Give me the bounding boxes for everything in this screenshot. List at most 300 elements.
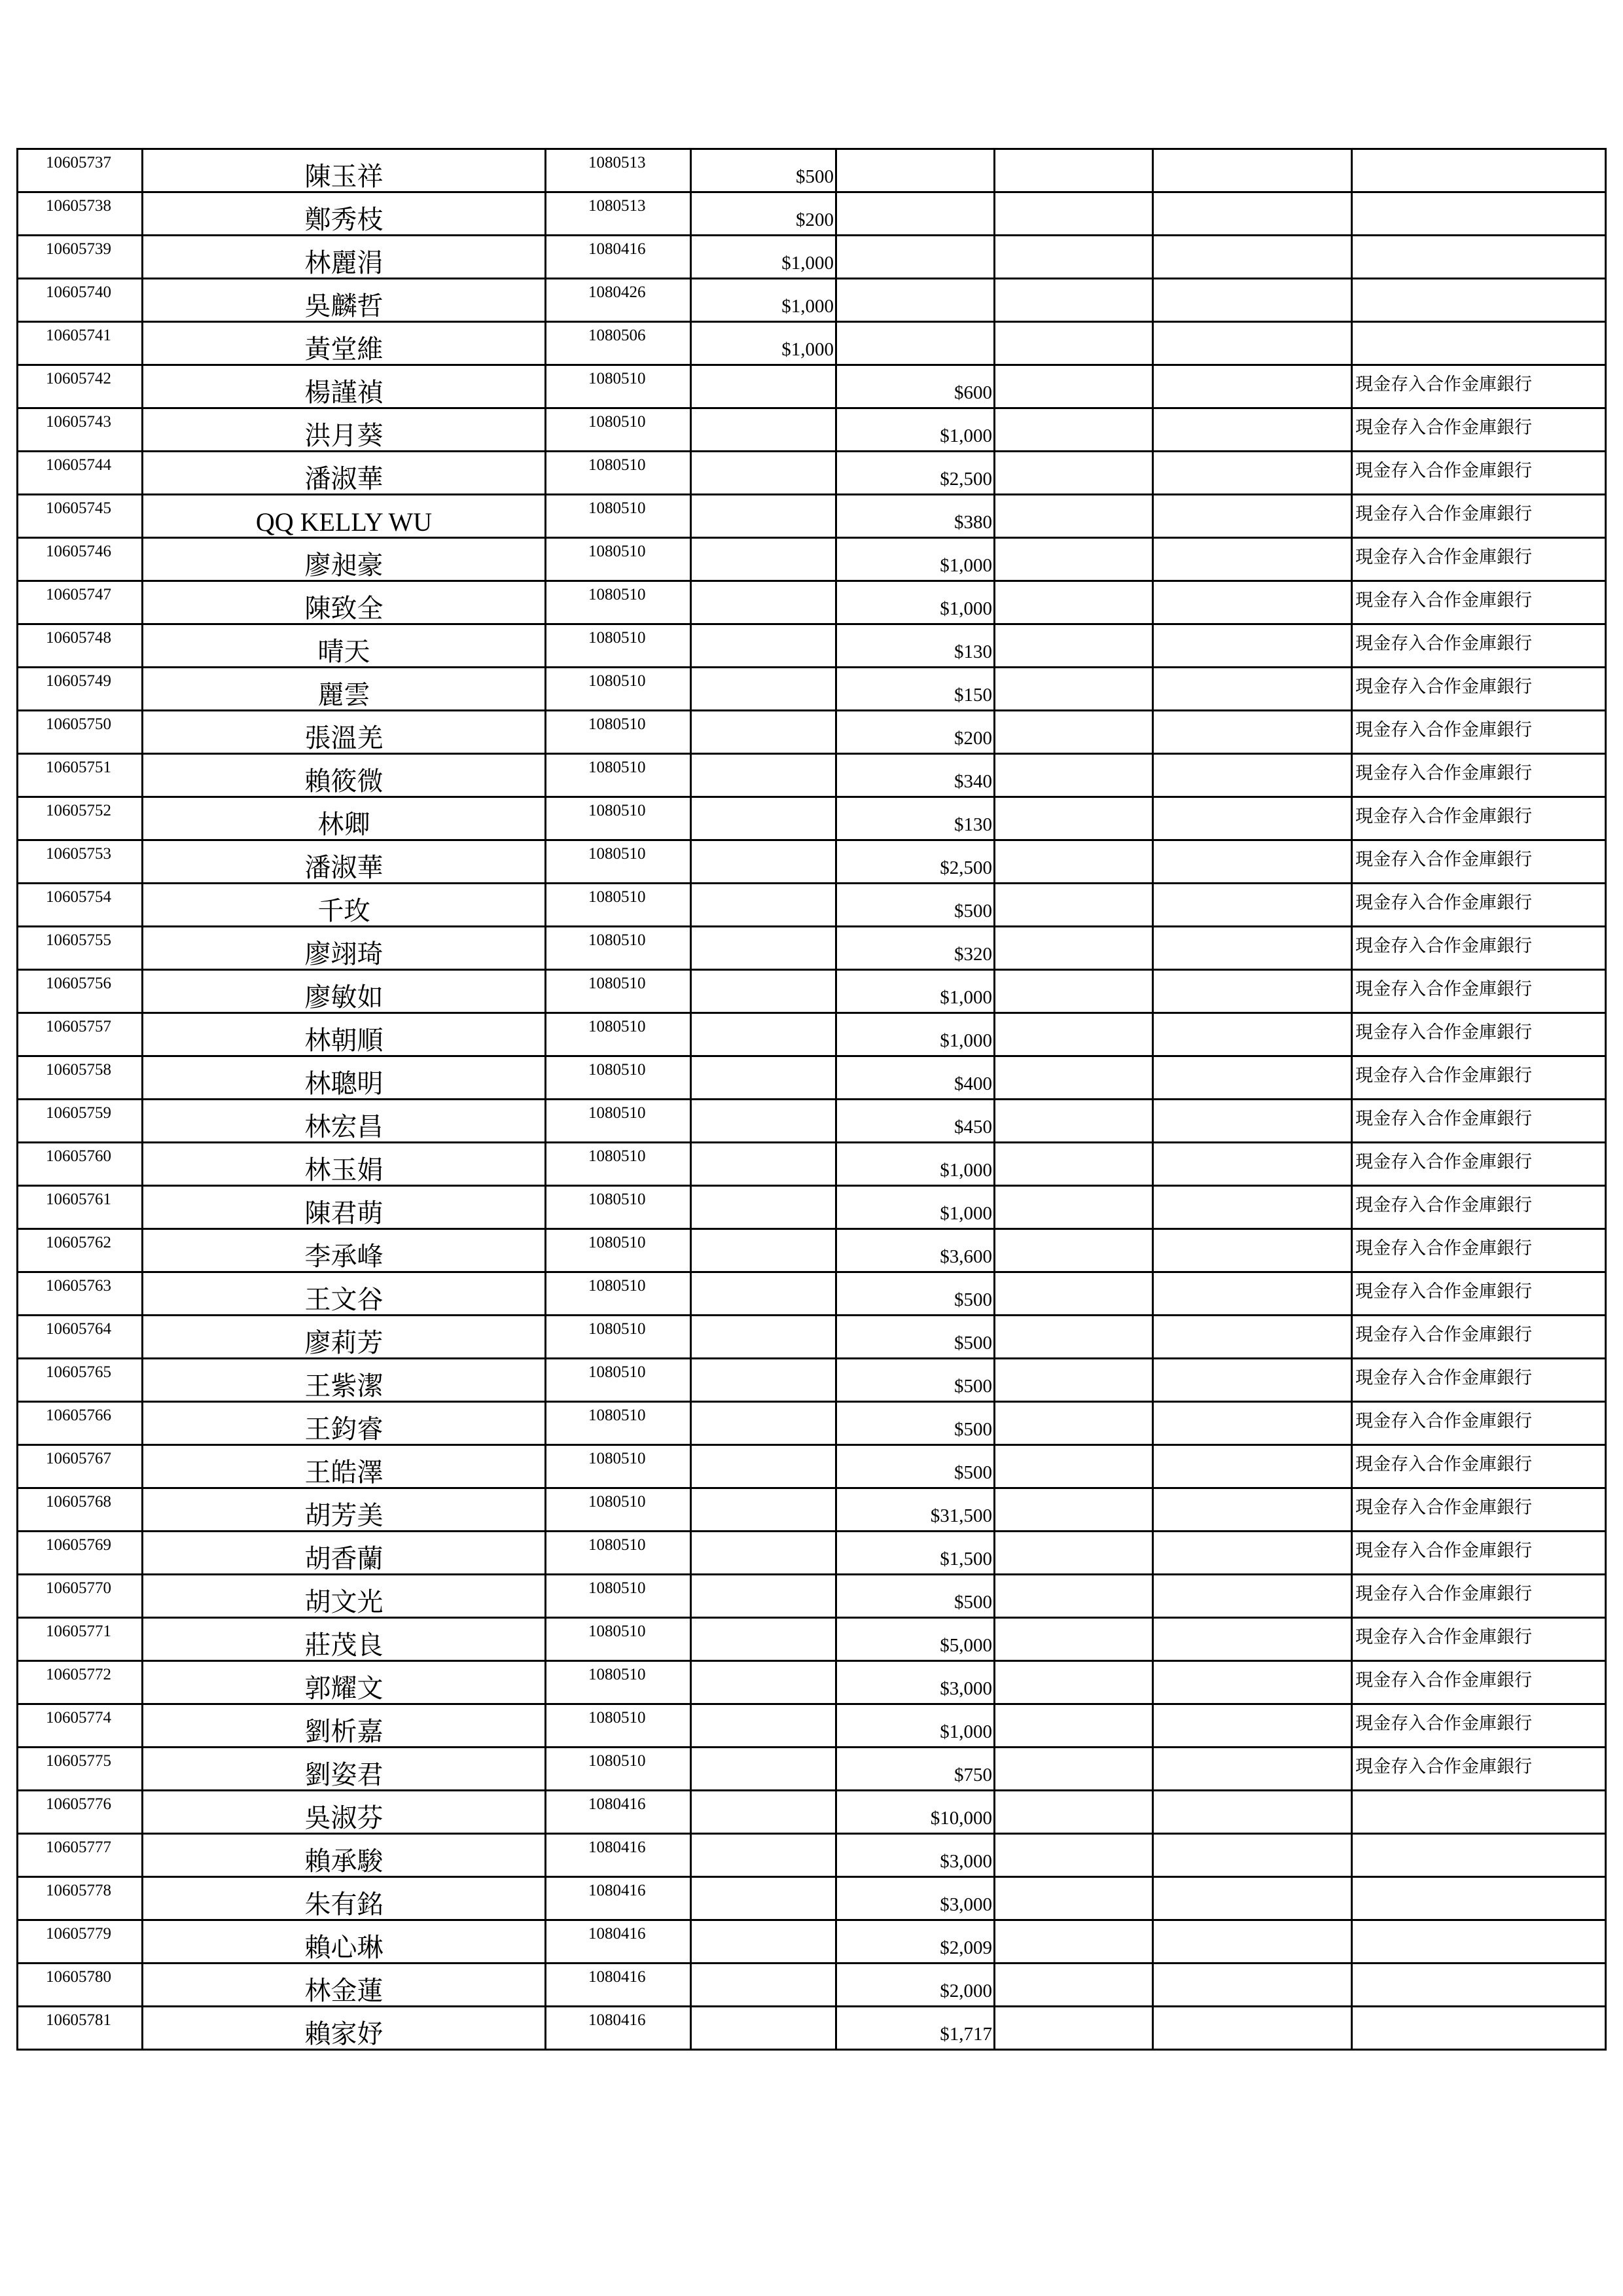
amount-cell-2 [836,1920,995,1964]
receipt-number-cell [18,279,143,322]
receipt-number-cell [18,1229,143,1272]
donor-name: 陳君萌 [304,1198,383,1228]
donation-date: 1080416 [588,1839,646,1856]
empty-cell [995,1186,1153,1229]
payment-note: 現金存入合作金庫銀行 [1355,720,1532,740]
donor-name-cell [143,754,546,797]
amount-cell-1 [691,1100,836,1143]
receipt-number-cell [18,1056,143,1100]
amount-cell-2 [836,1359,995,1402]
donor-name-cell [143,840,546,884]
payment-note: 現金存入合作金庫銀行 [1355,893,1532,912]
empty-cell [1153,1791,1352,1834]
amount-cell-2 [836,236,995,279]
date-cell [546,1143,691,1186]
note-cell [1352,754,1606,797]
date-cell [546,927,691,970]
note-cell [1352,1272,1606,1316]
receipt-number-cell [18,1359,143,1402]
date-cell [546,1748,691,1791]
empty-cell [995,452,1153,495]
payment-note: 現金存入合作金庫銀行 [1355,374,1532,394]
donor-name-cell [143,711,546,754]
receipt-number-cell [18,1575,143,1618]
amount-2: $500 [954,1419,992,1440]
payment-note: 現金存入合作金庫銀行 [1355,1152,1532,1172]
donation-date: 1080510 [588,888,646,906]
empty-cell [1153,452,1352,495]
table-row [18,884,1606,927]
note-cell [1352,1532,1606,1575]
amount-cell-1 [691,1056,836,1100]
donor-name: 劉姿君 [304,1759,383,1789]
empty-cell [995,538,1153,581]
amount-1 [692,1806,835,1819]
empty-cell [995,927,1153,970]
empty-cell [995,1445,1153,1488]
empty-cell [1153,884,1352,927]
amount-cell-1 [691,797,836,840]
date-cell [546,970,691,1013]
amount-cell-2 [836,581,995,624]
amount-2: $1,000 [940,1030,992,1051]
donation-date: 1080510 [588,1493,646,1511]
amount-cell-2 [836,1532,995,1575]
donation-date: 1080510 [588,413,646,431]
donation-date: 1080416 [588,1795,646,1813]
note-cell [1352,279,1606,322]
amount-cell-1 [691,1532,836,1575]
note-cell [1352,1143,1606,1186]
amount-1 [692,812,835,825]
date-cell [546,1920,691,1964]
empty-cell [1153,581,1352,624]
payment-note: 現金存入合作金庫銀行 [1355,461,1532,480]
receipt-number-cell [18,1834,143,1877]
amount-1: $200 [796,209,834,230]
note-cell [1352,884,1606,927]
note-cell [1352,624,1606,668]
donation-date: 1080510 [588,456,646,474]
donor-name: 賴承駿 [304,1846,383,1876]
table-row [18,408,1606,452]
donor-name: 吳麟哲 [304,291,383,321]
receipt-number: 10605751 [46,759,111,776]
donor-name-cell [143,1920,546,1964]
amount-cell-1 [691,452,836,495]
receipt-number-cell [18,408,143,452]
receipt-number-cell [18,1748,143,1791]
amount-2: $5,000 [940,1635,992,1656]
table-row [18,1186,1606,1229]
date-cell [546,1488,691,1532]
receipt-number: 10605753 [46,845,111,863]
donor-name: 張溫羌 [304,723,383,753]
donor-name-cell [143,2007,546,2050]
receipt-number: 10605760 [46,1147,111,1165]
note-cell [1352,970,1606,1013]
empty-cell [1153,149,1352,192]
receipt-number: 10605756 [46,975,111,992]
donor-name: 陳玉祥 [304,161,383,191]
donor-name-cell [143,1056,546,1100]
date-cell [546,754,691,797]
date-cell [546,884,691,927]
empty-cell [995,1877,1153,1920]
amount-1 [692,1590,835,1603]
donation-date: 1080510 [588,1709,646,1727]
donor-name: 林玉娟 [304,1155,383,1185]
note-cell [1352,1359,1606,1402]
receipt-number: 10605762 [46,1234,111,1251]
empty-cell [1153,754,1352,797]
receipt-number-cell [18,1100,143,1143]
amount-2: $31,500 [930,1505,992,1526]
amount-cell-1 [691,1748,836,1791]
payment-note: 現金存入合作金庫銀行 [1355,1757,1532,1776]
table-row [18,711,1606,754]
amount-2: $500 [954,1462,992,1483]
payment-note: 現金存入合作金庫銀行 [1355,1454,1532,1474]
amount-2: $1,000 [940,987,992,1008]
amount-1 [692,553,835,566]
amount-2 [837,294,993,307]
donor-name: 郭耀文 [304,1673,383,1703]
note-cell [1352,538,1606,581]
donation-date: 1080510 [588,1147,646,1165]
empty-cell [995,149,1153,192]
date-cell [546,192,691,236]
table-row [18,927,1606,970]
receipt-number-cell [18,884,143,927]
amount-cell-2 [836,1618,995,1661]
note-cell [1352,1186,1606,1229]
receipt-number: 10605764 [46,1320,111,1338]
empty-cell [995,840,1153,884]
date-cell [546,1056,691,1100]
amount-cell-1 [691,1618,836,1661]
donor-name: 廖翊琦 [304,939,383,969]
date-cell [546,1834,691,1877]
donor-name-cell [143,408,546,452]
amount-cell-2 [836,1834,995,1877]
amount-cell-1 [691,668,836,711]
amount-1 [692,1374,835,1387]
donation-date: 1080513 [588,197,646,215]
date-cell [546,668,691,711]
donation-date: 1080510 [588,1320,646,1338]
donor-name: 胡香蘭 [304,1543,383,1573]
donor-name-cell [143,1143,546,1186]
table-row [18,668,1606,711]
receipt-number: 10605752 [46,802,111,819]
note-cell [1352,192,1606,236]
date-cell [546,1445,691,1488]
table-row [18,1272,1606,1316]
empty-cell [995,1532,1153,1575]
amount-2: $500 [954,901,992,922]
amount-cell-1 [691,408,836,452]
note-cell [1352,927,1606,970]
table-row [18,149,1606,192]
donation-date: 1080510 [588,759,646,776]
donation-date: 1080510 [588,672,646,690]
amount-1 [692,1287,835,1300]
table-row [18,192,1606,236]
receipt-number: 10605738 [46,197,111,215]
payment-note: 現金存入合作金庫銀行 [1355,1498,1532,1517]
note-cell [1352,1100,1606,1143]
empty-cell [1153,970,1352,1013]
note-cell [1352,1013,1606,1056]
table-row [18,1618,1606,1661]
note-cell [1352,1791,1606,1834]
empty-cell [995,322,1153,365]
amount-1 [692,1763,835,1776]
note-cell [1352,1834,1606,1877]
empty-cell [995,1402,1153,1445]
empty-cell [995,1661,1153,1704]
date-cell [546,581,691,624]
amount-cell-2 [836,495,995,538]
receipt-number-cell [18,840,143,884]
empty-cell [1153,1834,1352,1877]
amount-1 [692,639,835,653]
receipt-number-cell [18,1618,143,1661]
empty-cell [995,624,1153,668]
empty-cell [995,797,1153,840]
payment-note: 現金存入合作金庫銀行 [1355,1584,1532,1604]
amount-cell-1 [691,711,836,754]
empty-cell [1153,1877,1352,1920]
empty-cell [1153,624,1352,668]
donor-name: 楊謹禎 [304,377,383,407]
payment-note: 現金存入合作金庫銀行 [1355,547,1532,567]
date-cell [546,1359,691,1402]
empty-cell [995,236,1153,279]
table-row [18,754,1606,797]
donor-name: 莊茂良 [304,1630,383,1660]
amount-1: $1,000 [781,296,834,317]
donor-name-cell [143,1402,546,1445]
empty-cell [1153,668,1352,711]
amount-cell-2 [836,1791,995,1834]
donation-date: 1080510 [588,802,646,819]
receipt-number-cell [18,452,143,495]
receipt-number: 10605774 [46,1709,111,1727]
donor-name: 潘淑華 [304,852,383,882]
donor-name-cell [143,495,546,538]
payment-note: 現金存入合作金庫銀行 [1355,1325,1532,1344]
amount-cell-2 [836,1013,995,1056]
table-row [18,1402,1606,1445]
donor-name-cell [143,1488,546,1532]
donor-name-cell [143,1186,546,1229]
donation-date: 1080510 [588,543,646,560]
amount-1 [692,1115,835,1128]
empty-cell [1153,1143,1352,1186]
donation-date: 1080510 [588,931,646,949]
donation-date: 1080510 [588,1623,646,1640]
empty-cell [1153,1445,1352,1488]
note-cell [1352,452,1606,495]
amount-cell-1 [691,1791,836,1834]
empty-cell [995,668,1153,711]
receipt-number-cell [18,1013,143,1056]
amount-2: $2,500 [940,469,992,490]
donation-date: 1080510 [588,629,646,647]
table-row [18,365,1606,408]
amount-1: $500 [796,166,834,187]
empty-cell [995,1575,1153,1618]
amount-cell-2 [836,1056,995,1100]
donation-date: 1080426 [588,283,646,301]
empty-cell [1153,1056,1352,1100]
empty-cell [995,884,1153,927]
donor-name-cell [143,1748,546,1791]
empty-cell [1153,1920,1352,1964]
amount-cell-2 [836,1661,995,1704]
empty-cell [1153,365,1352,408]
empty-cell [995,1272,1153,1316]
donor-name-cell [143,624,546,668]
date-cell [546,1661,691,1704]
table-row [18,624,1606,668]
receipt-number: 10605781 [46,2011,111,2029]
table-row [18,495,1606,538]
amount-2: $400 [954,1073,992,1094]
amount-cell-1 [691,1661,836,1704]
receipt-number-cell [18,1445,143,1488]
amount-cell-2 [836,927,995,970]
amount-cell-1 [691,1272,836,1316]
receipt-number-cell [18,538,143,581]
donor-name-cell [143,1229,546,1272]
table-row [18,1359,1606,1402]
amount-2: $1,000 [940,425,992,446]
receipt-number-cell [18,1964,143,2007]
donor-name-cell [143,1013,546,1056]
donation-date: 1080510 [588,1104,646,1122]
amount-1 [692,1071,835,1085]
table-row [18,970,1606,1013]
date-cell [546,711,691,754]
donor-name: 廖莉芳 [304,1327,383,1357]
amount-1 [692,855,835,869]
amount-2: $1,000 [940,555,992,576]
amount-2: $150 [954,685,992,706]
note-cell [1352,1402,1606,1445]
receipt-number: 10605750 [46,715,111,733]
empty-cell [995,1359,1153,1402]
table-row [18,2007,1606,2050]
table-row [18,1056,1606,1100]
note-cell [1352,1488,1606,1532]
amount-2: $3,000 [940,1894,992,1915]
amount-cell-2 [836,322,995,365]
amount-cell-2 [836,668,995,711]
receipt-number: 10605778 [46,1882,111,1899]
note-cell [1352,149,1606,192]
receipt-number-cell [18,2007,143,2050]
amount-2: $130 [954,814,992,835]
amount-2: $1,000 [940,598,992,619]
donor-name-cell [143,149,546,192]
donor-name: 朱有銘 [304,1889,383,1919]
payment-note: 現金存入合作金庫銀行 [1355,1066,1532,1085]
note-cell [1352,1229,1606,1272]
amount-1 [692,1633,835,1646]
amount-cell-1 [691,1445,836,1488]
note-cell [1352,365,1606,408]
empty-cell [1153,236,1352,279]
table-row [18,322,1606,365]
payment-note: 現金存入合作金庫銀行 [1355,1541,1532,1560]
receipt-number-cell [18,668,143,711]
donor-name-cell [143,365,546,408]
empty-cell [1153,797,1352,840]
table-row [18,1229,1606,1272]
note-cell [1352,1575,1606,1618]
note-cell [1352,1445,1606,1488]
note-cell [1352,1964,1606,2007]
date-cell [546,1618,691,1661]
empty-cell [1153,1402,1352,1445]
amount-cell-2 [836,452,995,495]
donor-name-cell [143,927,546,970]
empty-cell [995,1834,1153,1877]
date-cell [546,1316,691,1359]
payment-note: 現金存入合作金庫銀行 [1355,806,1532,826]
table-row [18,1013,1606,1056]
donation-date: 1080510 [588,499,646,517]
note-cell [1352,1748,1606,1791]
empty-cell [1153,1359,1352,1402]
donor-name-cell [143,970,546,1013]
amount-1 [692,1417,835,1430]
amount-cell-1 [691,1013,836,1056]
amount-1 [692,1719,835,1732]
donor-name: 廖敏如 [304,982,383,1012]
amount-1 [692,1892,835,1905]
note-cell [1352,711,1606,754]
receipt-number-cell [18,1877,143,1920]
date-cell [546,538,691,581]
amount-cell-1 [691,1316,836,1359]
donor-name-cell [143,1359,546,1402]
amount-1 [692,1979,835,1992]
amount-2: $500 [954,1376,992,1397]
receipt-number-cell [18,1143,143,1186]
table-row [18,1445,1606,1488]
donor-name-cell [143,1618,546,1661]
amount-1 [692,1935,835,1948]
amount-2: $500 [954,1289,992,1310]
donation-date: 1080416 [588,1882,646,1899]
amount-cell-2 [836,365,995,408]
donor-name-cell [143,1445,546,1488]
donor-name: 廖昶豪 [304,550,383,580]
receipt-number: 10605755 [46,931,111,949]
receipt-number: 10605741 [46,327,111,344]
date-cell [546,1229,691,1272]
amount-2 [837,207,993,221]
receipt-number: 10605780 [46,1968,111,1986]
empty-cell [995,1704,1153,1748]
receipt-number: 10605757 [46,1018,111,1035]
amount-2: $2,009 [940,1937,992,1958]
receipt-number-cell [18,970,143,1013]
